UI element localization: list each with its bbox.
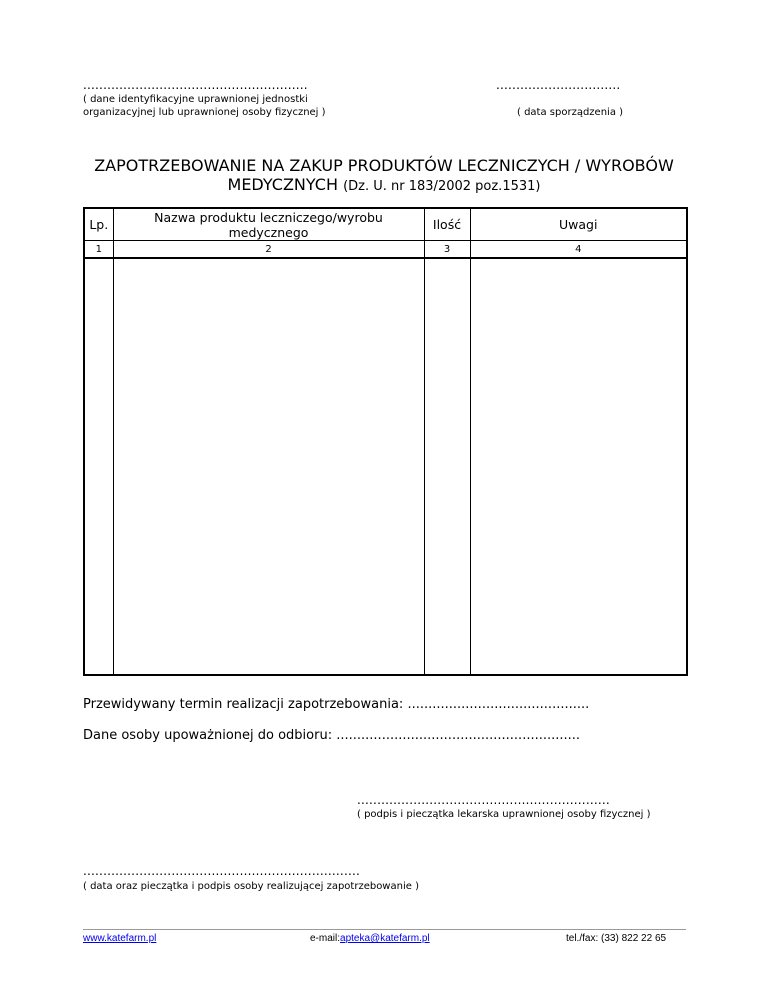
issuer-dotted-line[interactable]: ........................................................ — [83, 78, 308, 92]
order-table — [83, 207, 688, 676]
entry-remarks-cell[interactable] — [470, 258, 687, 675]
form-title-line1: ZAPOTRZEBOWANIE NA ZAKUP PRODUKTÓW LECZNICZYCH / WYROBÓW — [94, 156, 674, 175]
termin-label: Przewidywany termin realizacji zapotrzebowania: — [83, 697, 404, 712]
realizer-signature-caption: ( data oraz pieczątka i podpis osoby realizującej zapotrzebowanie ) — [83, 881, 419, 892]
email-link[interactable]: apteka@katefarm.pl — [340, 933, 430, 944]
footer-phone: tel./fax: (33) 822 22 65 — [566, 933, 667, 944]
realizer-signature-line[interactable]: ..................................................................... — [83, 864, 360, 878]
date-dotted-line[interactable]: ............................... — [496, 78, 621, 92]
odbior-dotted-line[interactable]: ........................................................... — [336, 728, 581, 743]
email-prefix: e-mail: — [310, 933, 341, 944]
entry-quantity-cell[interactable] — [424, 258, 470, 675]
header-quantity: Ilość — [424, 208, 470, 241]
footer-divider — [83, 929, 686, 930]
termin-field — [83, 697, 589, 712]
issuer-caption-line2: organizacyjnej lub uprawnionej osoby fizycznej ) — [83, 107, 326, 118]
entry-product-cell[interactable] — [113, 258, 424, 675]
legal-reference: (Dz. U. nr 183/2002 poz.1531) — [343, 179, 541, 194]
date-caption: ( data sporządzenia ) — [517, 107, 624, 118]
header-remarks: Uwagi — [470, 208, 687, 241]
header-lp: Lp. — [84, 208, 113, 241]
footer-website — [83, 933, 156, 944]
website-link[interactable]: www.katefarm.pl — [83, 933, 157, 944]
col-number-3: 3 — [424, 241, 470, 259]
odbior-label: Dane osoby upoważnionej do odbioru: — [83, 728, 333, 743]
doctor-signature-caption: ( podpis i pieczątka lekarska uprawnionej osoby fizycznej ) — [357, 809, 651, 820]
table-entry-area — [84, 258, 687, 675]
termin-dotted-line[interactable]: ............................................ — [407, 697, 590, 712]
form-title-medycznych: MEDYCZNYCH — [227, 175, 338, 194]
table-header-row — [84, 208, 687, 241]
entry-lp-cell[interactable] — [84, 258, 113, 675]
col-number-4: 4 — [470, 241, 687, 259]
col-number-2: 2 — [113, 241, 424, 259]
table-number-row — [84, 241, 687, 259]
odbior-field — [83, 728, 580, 743]
issuer-caption-line1: ( dane identyfikacyjne uprawnionej jednostki — [83, 94, 308, 105]
col-number-1: 1 — [84, 241, 113, 259]
footer-email — [310, 933, 430, 944]
doctor-signature-line[interactable]: ............................................................... — [357, 793, 610, 807]
header-product-name: Nazwa produktu leczniczego/wyrobu medycznego — [113, 208, 424, 241]
form-title-line2 — [0, 175, 768, 196]
